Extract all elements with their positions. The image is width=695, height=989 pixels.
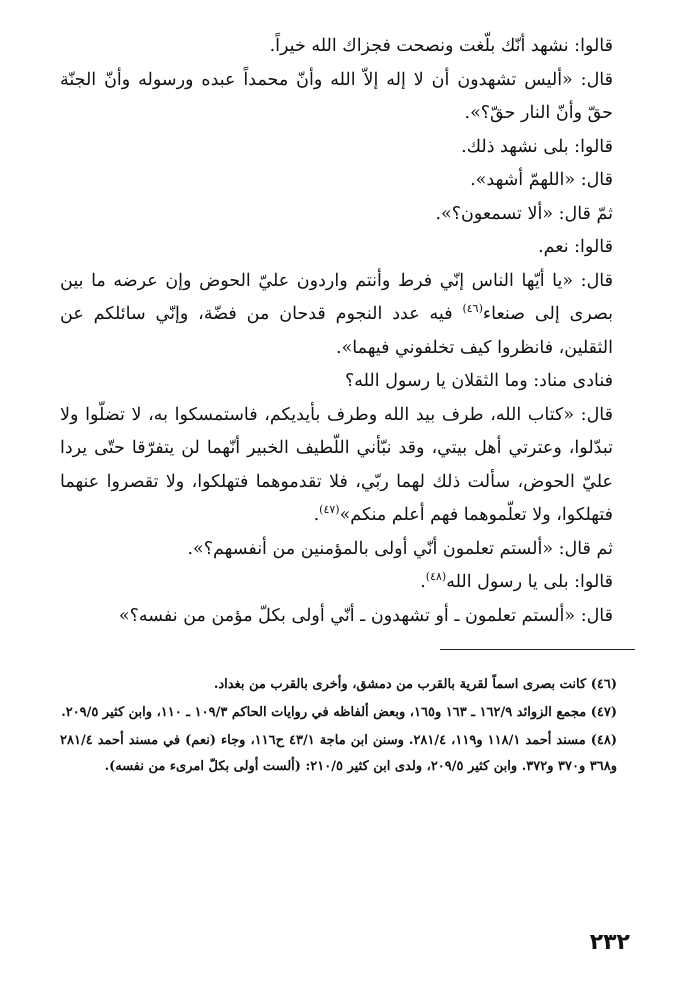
paragraph-text: قال: «كتاب الله، طرف بيد الله وطرف بأيديكم، فاستمسكوا به، لا تضلّوا ولا تبدّلوا، وعترتي أهل بيتي، وقد نبّأني اللّطيف الخبير أنّهما لن يتفرّقا حتّى يردا عليّ الحوض، سألت ذلك لهما ربّي، فلا تقدموهما فتهلكوا، ولا تقصروا عنهما فتهلكوا، ولا تعلّموهما فهم أعلم منكم» <box>60 404 613 525</box>
page-number: ٢٣٢ <box>589 930 630 955</box>
main-text <box>60 30 635 633</box>
footnote-46: (٤٦) كانت بصرى اسماً لقرية بالقرب من دمشق، وأخرى بالقرب من بغداد. <box>213 677 617 692</box>
paragraph: قالوا: بلى نشهد ذلك. <box>461 136 613 157</box>
paragraph-with-footnote-48: قالوا: بلى يا رسول الله$^{(٤٨)}$. <box>420 570 613 592</box>
paragraph: قالوا: نشهد أنّك بلّغت ونصحت فجزاك الله خيراً. <box>269 36 613 56</box>
paragraph: قال: «ألستم تعلمون ـ أو تشهدون ـ أنّي أولى بكلّ مؤمن من نفسه؟» <box>118 605 613 626</box>
paragraph: قال: «أليس تشهدون أن لا إله إلاّ الله وأنّ محمداً عبده ورسوله وأنّ الجنّة حقّ وأنّ النار حقّ؟». <box>60 69 613 123</box>
footnote-ref-48[interactable]: (٤٨) <box>425 570 447 584</box>
footnotes <box>60 672 635 780</box>
paragraph-with-footnote-47: قال: «كتاب الله، طرف بيد الله وطرف بأيديكم، فاستمسكوا به، لا تضلّوا ولا تبدّلوا، وعترتي أهل بيتي، وقد نبّأني اللّطيف الخبير أنّهما لن يتفرّقا حتّى يردا عليّ الحوض، سألت ذلك لهما ربّي، فلا تقدموهما فتهلكوا، ولا تقصروا عنهما فتهلكوا، ولا تعلّموهما فهم أعلم منكم»$^{(٤٧)}$. <box>60 404 613 525</box>
footnote-ref-46[interactable]: (٤٦) <box>462 302 483 316</box>
paragraph: قالوا: نعم. <box>538 237 613 257</box>
paragraph-text: قال: «يا أيّها الناس إنّي فرط وأنتم واردون عليّ الحوض وإن عرضه ما بين بصرى إلى صنعاء <box>60 270 613 324</box>
book-page <box>60 30 635 780</box>
paragraph: قال: «اللهمّ أشهد». <box>470 170 613 190</box>
footnote-ref-47[interactable]: (٤٧) <box>319 503 340 517</box>
paragraph-with-footnote-46 <box>60 265 635 366</box>
paragraph-text: فيه عدد النجوم قدحان من فضّة، وإنّي سائلكم عن الثقلين، فانظروا كيف تخلفوني فيهما». <box>60 304 613 358</box>
paragraph: ثمّ قال: «ألا تسمعون؟». <box>435 203 613 224</box>
paragraph-text: قالوا: بلى يا رسول الله <box>446 572 613 592</box>
footnote-47: (٤٧) مجمع الزوائد ١٦٢/٩ ـ ١٦٣ و١٦٥، وبعض ألفاظه في روايات الحاكم ١٠٩/٣ ـ ١١٠، وابن كثير ٢٠٩/٥. <box>61 705 617 720</box>
footnote-48: (٤٨) مسند أحمد ١١٨/١ و١١٩، ٢٨١/٤. وسنن ابن ماجة ٤٣/١ ح١١٦، وجاء (نعم) في مسند أحمد ٢٨١/٤ و٣٦٨ و٣٧٠ و٣٧٢. وابن كثير ٢٠٩/٥، ولدى ابن كثير ٢١٠/٥: (ألست أولى بكلّ امرىء من نفسه). <box>60 733 617 774</box>
footnote-divider <box>440 649 635 650</box>
paragraph: ثم قال: «ألستم تعلمون أنّي أولى بالمؤمنين من أنفسهم؟». <box>187 538 613 559</box>
paragraph: فنادى مناد: وما الثقلان يا رسول الله؟ <box>344 371 613 391</box>
